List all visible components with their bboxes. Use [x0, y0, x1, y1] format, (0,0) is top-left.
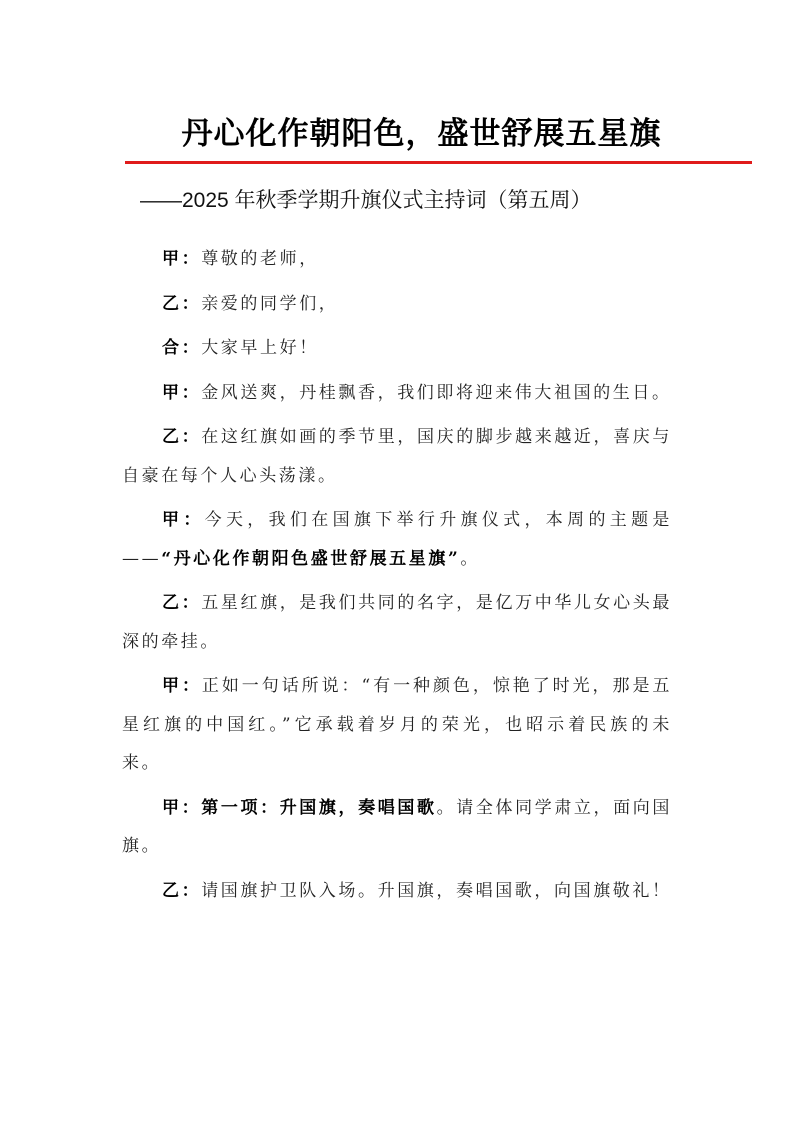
document-title: 丹心化作朝阳色，盛世舒展五星旗	[181, 116, 662, 152]
paragraph-text: 请国旗护卫队入场。升国旗，奏唱国歌，向国旗敬礼！	[201, 880, 672, 901]
paragraph-tail: 。请全体同学肃立，面向国旗。	[122, 797, 672, 856]
document-subtitle: ——2025 年秋季学期升旗仪式主持词（第五周）	[140, 189, 592, 212]
speaker-label: 甲：	[162, 249, 202, 269]
document-body	[122, 240, 672, 910]
paragraph-tail: 。	[460, 548, 480, 569]
title-divider-red-rule	[125, 161, 752, 164]
paragraph-text: 在这红旗如画的季节里，国庆的脚步越来越近，喜庆与自豪在每个人心头荡漾。	[122, 427, 672, 486]
paragraph	[122, 789, 672, 866]
paragraph-text: 正如一句话所说：“有一种颜色，惊艳了时光，那是五星红旗的中国红。”它承载着岁月的荣光，也昭示着民族的未来。	[122, 676, 673, 773]
agenda-item-bold: 第一项：升国旗，奏唱国歌	[201, 797, 437, 818]
paragraph-text: 亲爱的同学们，	[201, 293, 339, 314]
paragraph-text: 五星红旗，是我们共同的名字，是亿万中华儿女心头最深的牵挂。	[122, 593, 672, 652]
speaker-label: 乙：	[162, 293, 202, 314]
speaker-label: 甲：	[162, 676, 202, 696]
theme-quote: “丹心化作朝阳色盛世舒展五星旗”	[161, 548, 461, 569]
speaker-label: 乙：	[162, 593, 202, 613]
paragraph	[122, 501, 672, 578]
paragraph-text: 尊敬的老师，	[201, 249, 319, 269]
speaker-label: 甲：	[162, 797, 202, 818]
speaker-label: 甲：	[162, 510, 205, 530]
paragraph	[122, 872, 672, 911]
paragraph	[122, 374, 672, 413]
speaker-label: 乙：	[162, 880, 202, 901]
paragraph-text: 今天，我们在国旗下举行升旗仪式，本周的主题是——	[122, 510, 673, 569]
paragraph	[122, 418, 672, 495]
paragraph	[122, 667, 672, 783]
paragraph-text: 大家早上好！	[201, 338, 319, 358]
paragraph	[122, 329, 672, 368]
speaker-label: 合：	[162, 338, 202, 358]
speaker-label: 乙：	[162, 427, 202, 447]
paragraph	[122, 584, 672, 661]
paragraph-text: 金风送爽，丹桂飘香，我们即将迎来伟大祖国的生日。	[201, 382, 672, 403]
paragraph	[122, 285, 672, 324]
paragraph	[122, 240, 672, 279]
speaker-label: 甲：	[162, 382, 202, 403]
